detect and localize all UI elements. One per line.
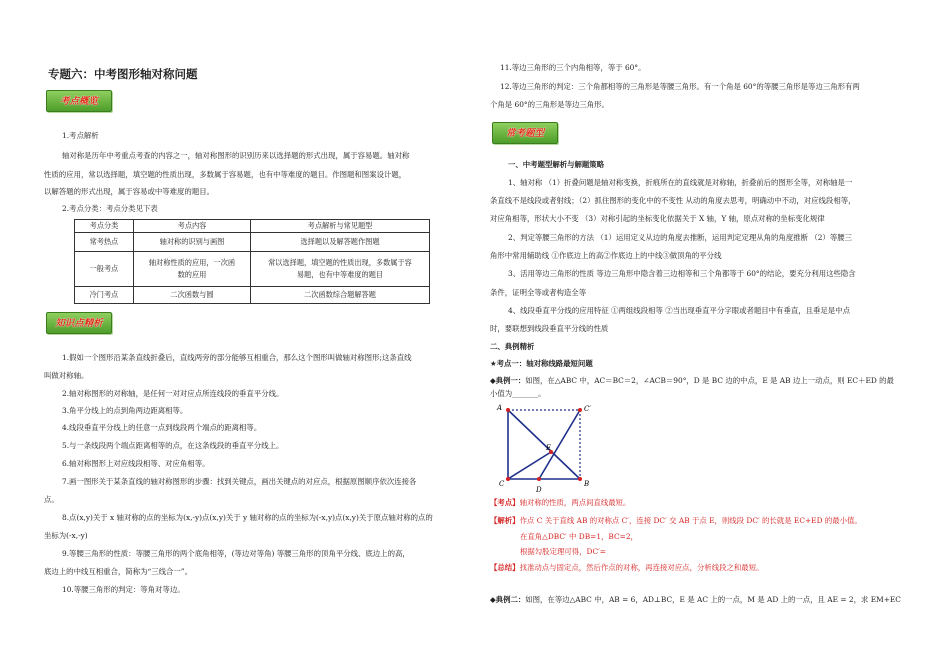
point-d bbox=[537, 477, 541, 481]
strategy-line: 2、判定等腰三角形的方法 （1）运用定义从边的角度去推断，运用判定定理从角的角度推断 （2）等腰三 bbox=[508, 233, 852, 242]
strategy-heading: 一、中考题型解析与解题策略 bbox=[508, 160, 605, 169]
zongjie-line bbox=[490, 562, 763, 574]
example-label: ◆典例一： bbox=[490, 376, 526, 385]
side-ab bbox=[508, 410, 580, 479]
section-tag-knowledge bbox=[46, 312, 112, 334]
jiexi-line: 在直角△DBC′ 中 DB=1，BC=2， bbox=[520, 532, 638, 541]
table-cell-line: 轴对称性质的应用，一次函 bbox=[148, 258, 236, 267]
knowledge-point: 12.等边三角形的判定：三个角都相等的三角形是等腰三角形。有一个角是 60°的等腰三角形是等边三角形有两 bbox=[500, 82, 860, 91]
knowledge-point: 4.线段垂直平分线上的任意一点到线段两个端点的距离相等。 bbox=[62, 423, 262, 432]
knowledge-point: 个角是 60°的三角形是等边三角形。 bbox=[490, 100, 609, 109]
knowledge-point: 2.轴对称图形的对称轴，是任何一对对应点所连线段的垂直平分线。 bbox=[62, 389, 284, 398]
knowledge-point: 8.点(x,y)关于 x 轴对称的点的坐标为(x,-y)点(x,y)关于 y 轴对称的点的坐标为(-x,y)点(x,y)关于原点轴对称的点的 bbox=[62, 513, 433, 522]
segment-ce bbox=[508, 452, 551, 479]
table-cell-line: 常以选择题，填空题的性质出现，多数属于容 bbox=[268, 258, 412, 267]
zongjie-text: 找准动点与固定点，然后作点的对称，再连接对应点，分析线段之和最短。 bbox=[519, 563, 764, 572]
strategy-line: 3、活用等边三角形的性质 等边三角形中隐含着三边相等和三个角都等于 60°的结论，要充分利用这些隐含 bbox=[508, 269, 856, 278]
table-cell: 一般考点 bbox=[75, 252, 134, 287]
jiexi-label: 【解析】 bbox=[490, 516, 520, 525]
strategy-line: 1、轴对称 （1）折叠问题是轴对称变换，折痕所在的直线就是对称轴，折叠前后的图形全等，对称轴是一 bbox=[508, 178, 853, 187]
table-cell bbox=[134, 252, 251, 287]
section-tag-label: 常考题型 bbox=[505, 128, 544, 139]
point-a bbox=[506, 408, 510, 412]
table-header: 考点分类 bbox=[75, 220, 134, 233]
section-tag-label: 考点概览 bbox=[59, 96, 98, 107]
knowledge-point: 9.等腰三角形的性质：等腰三角形的两个底角相等，(等边对等角) 等腰三角形的顶角平分线、底边上的高， bbox=[62, 549, 410, 558]
strategy-line: 4、线段垂直平分线的应用特征 ①两组线段相等 ②当出现垂直平分字眼或者题目中有垂直，且垂足是中点 bbox=[508, 306, 850, 315]
section-tag-label: 知识点精析 bbox=[55, 318, 103, 329]
table-cell: 轴对称的识别与画图 bbox=[134, 233, 251, 252]
point-c bbox=[506, 477, 510, 481]
example-text: 如图，在等边△ABC 中，AB = 6，AD⊥BC，E 是 AC 上的一点，M 是 AD 上的一点，且 AE = 2，求 EM+EC bbox=[525, 595, 901, 604]
jiexi-line: 根据勾股定理可得，DC′= bbox=[520, 547, 606, 556]
intro-text-3: 以解答题的形式出现，属于容易或中等难度的题目。 bbox=[44, 187, 214, 196]
knowledge-point: 5.与一条线段两个端点距离相等的点，在这条线段的垂直平分线上。 bbox=[62, 441, 284, 450]
table-cell-line: 数的应用 bbox=[177, 270, 207, 279]
examples-heading: 二、典例精析 bbox=[490, 342, 535, 351]
label-a: A bbox=[497, 404, 503, 412]
kaodian-label: 【考点】 bbox=[490, 498, 520, 507]
table-header: 考点解析与常见题型 bbox=[251, 220, 430, 233]
example-text: 如图，在△ABC 中，AC＝BC＝2，∠ACB＝90°，D 是 BC 边的中点，E 是 AB 边上一动点，则 EC＋ED 的最 bbox=[525, 376, 894, 385]
table-cell: 常考热点 bbox=[75, 233, 134, 252]
knowledge-point: 1.假如一个图形沿某条直线折叠后，直线两旁的部分能够互相重合，那么这个图形叫做轴对称图形;这条直线 bbox=[62, 353, 412, 362]
table-cell bbox=[251, 252, 430, 287]
strategy-line: 对应角相等，形状大小不变 （3）对称引起的坐标变化依据关于 X 轴，Y 轴，原点对称的坐标变化规律 bbox=[490, 214, 825, 223]
knowledge-point: 底边上的中线互相重合，简称为“三线合一”。 bbox=[44, 567, 192, 576]
example-1-answer-line: 小值为_______。 bbox=[490, 389, 546, 398]
kaodian-line bbox=[490, 497, 630, 509]
example-2-line bbox=[490, 594, 901, 606]
label-c-prime: C′ bbox=[584, 405, 591, 413]
point-b bbox=[578, 477, 582, 481]
knowledge-point: 10.等腰三角形的判定：等角对等边。 bbox=[62, 585, 185, 594]
intro-text-4: 2.考点分类：考点分类见下表 bbox=[62, 204, 158, 213]
table-row bbox=[75, 233, 430, 252]
knowledge-point: 点。 bbox=[44, 495, 59, 504]
knowledge-point: 6.轴对称图形上对应线段相等、对应角相等。 bbox=[62, 459, 210, 468]
knowledge-point: 11.等边三角形的三个内角相等，等于 60°。 bbox=[500, 63, 646, 72]
jiexi-line bbox=[490, 515, 862, 527]
example-label: ◆典例二： bbox=[490, 595, 526, 604]
key-point-heading: ★考点一：轴对称线路最短问题 bbox=[490, 359, 593, 368]
table-row bbox=[75, 287, 430, 304]
kaodian-text: 轴对称的性质，两点间直线最短。 bbox=[519, 498, 631, 507]
table-row bbox=[75, 252, 430, 287]
section-tag-common-questions bbox=[492, 122, 558, 144]
section-tag-overview bbox=[46, 90, 112, 112]
knowledge-point: 3.角平分线上的点到角两边距离相等。 bbox=[62, 406, 188, 415]
example-1-line bbox=[490, 375, 894, 387]
knowledge-point: 7.画一图形关于某条直线的轴对称图形的步骤：找到关键点，画出关键点的对应点，根据原图顺序依次连接各 bbox=[62, 477, 417, 486]
intro-text-2: 性质的应用，常以选择题，填空题的性质出现，多数属于容易题，也有中等难度的题目。作图题和图案设计题， bbox=[44, 170, 407, 179]
table-header-row bbox=[75, 220, 430, 233]
strategy-line: 条直线不是线段或者射线；（2）抓住图形的变化中的不变性 从动的角度去思考，明确动中不动，对应线段相等， bbox=[490, 196, 856, 205]
table-header: 考点内容 bbox=[134, 220, 251, 233]
strategy-line: 时，要联想到线段垂直平分线的性质 bbox=[490, 324, 609, 333]
table-cell: 二次函数综合题解答题 bbox=[251, 287, 430, 304]
page-title: 专题六：中考图形轴对称问题 bbox=[48, 67, 198, 81]
label-d: D bbox=[536, 486, 542, 494]
topic-table bbox=[74, 219, 430, 304]
intro-text-1: 轴对称是历年中考重点考查的内容之一，轴对称图形的识别历来以选择题的形式出现，属于容易题。轴对称 bbox=[62, 151, 410, 160]
label-e: E bbox=[546, 444, 552, 452]
triangle-figure bbox=[494, 400, 624, 496]
knowledge-point: 叫做对称轴。 bbox=[44, 371, 89, 380]
strategy-line: 角形中常用辅助线 ①作底边上的高②作底边上的中线③做顶角的平分线 bbox=[490, 251, 722, 260]
table-cell: 二次函数与圆 bbox=[134, 287, 251, 304]
label-c: C bbox=[499, 480, 505, 488]
jiexi-text: 作点 C 关于直线 AB 的对称点 C′，连接 DC′ 交 AB 于点 E，则线段 DC′ 的长就是 EC+ED 的最小值。 bbox=[519, 516, 862, 525]
label-b: B bbox=[584, 480, 590, 488]
table-cell: 选择题以及解答题作图题 bbox=[251, 233, 430, 252]
table-cell: 冷门考点 bbox=[75, 287, 134, 304]
knowledge-point: 坐标为(-x,-y) bbox=[44, 531, 88, 540]
strategy-line: 条件，证明全等或者构造全等 bbox=[490, 288, 587, 297]
table-cell-line: 易题，也有中等难度的题目 bbox=[296, 270, 384, 279]
intro-heading: 1.考点解析 bbox=[62, 131, 99, 140]
zongjie-label: 【总结】 bbox=[490, 563, 520, 572]
point-c-prime bbox=[578, 408, 582, 412]
